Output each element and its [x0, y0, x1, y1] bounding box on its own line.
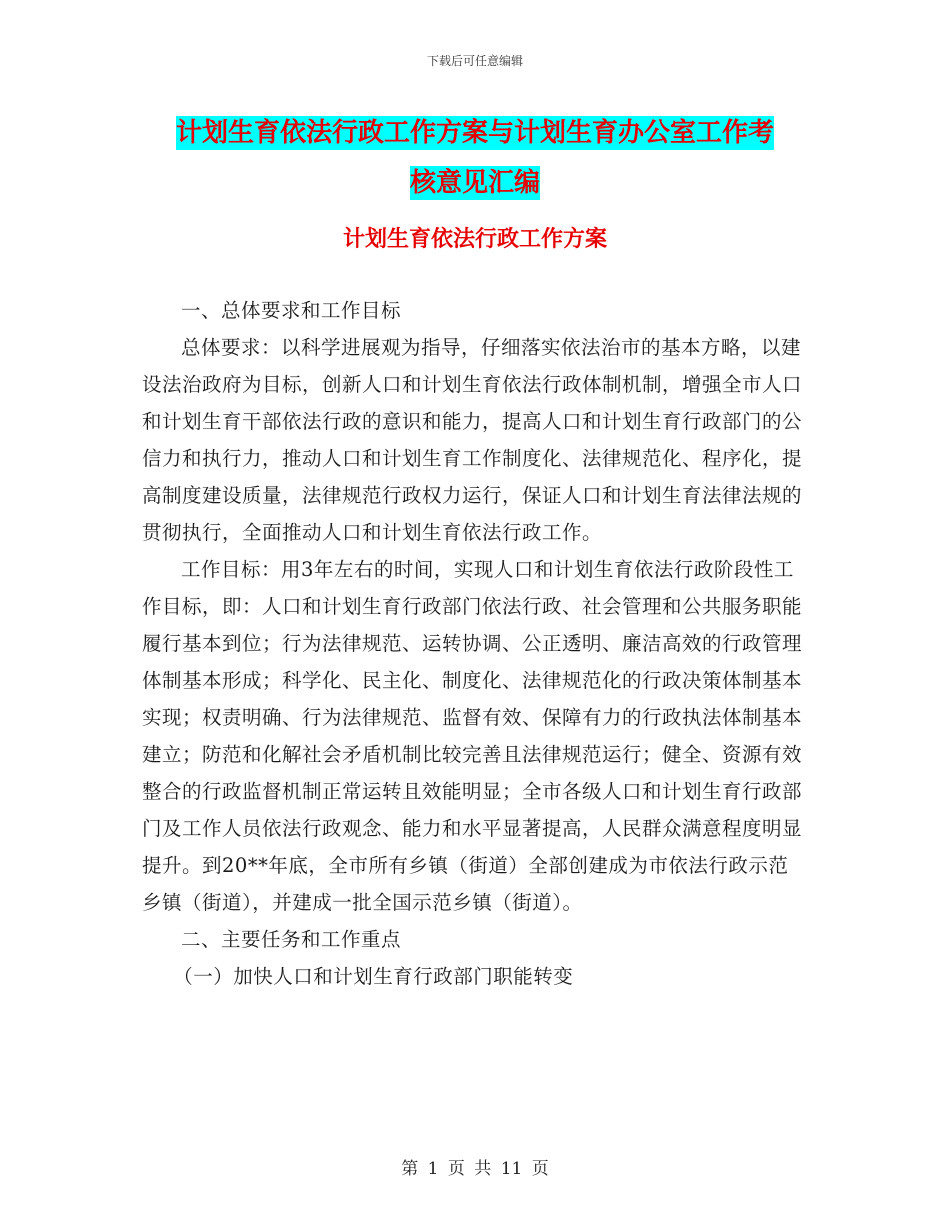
- header-note: 下载后可任意编辑: [426, 54, 523, 68]
- document-title-line-2: 核意见汇编: [409, 168, 540, 198]
- page-footer: 第 1 页 共 11 页: [401, 1159, 549, 1179]
- document-title: [140, 108, 810, 208]
- paragraph-work-goals: 工作目标：用3年左右的时间，实现人口和计划生育依法行政阶段性工作目标，即：人口和计划生育行政部门依法行政、社会管理和公共服务职能履行基本到位；行为法律规范、运转协调、公正透明、廉洁高效的行政管理体制基本形成；科学化、民主化、制度化、法律规范化的行政决策体制基本实现；权责明确、行为法律规范、监督有效、保障有力的行政执法体制基本建立；防范和化解社会矛盾机制比较完善且法律规范运行；健全、资源有效整合的行政监督机制正常运转且效能明显；全市各级人口和计划生育行政部门及工作人员依法行政观念、能力和水平显著提高，人民群众满意程度明显提升。到20**年底，全市所有乡镇（街道）全部创建成为市依法行政示范乡镇（街道），并建成一批全国示范乡镇（街道）。: [142, 558, 803, 914]
- document-title-line-1: 计划生育依法行政工作方案与计划生育办公室工作考: [175, 118, 774, 148]
- paragraph-general-requirements: 总体要求：以科学进展观为指导，仔细落实依法治市的基本方略，以建设法治政府为目标，创新人口和计划生育依法行政体制机制，增强全市人口和计划生育干部依法行政的意识和能力，提高人口和计划生育行政部门的公信力和执行力，推动人口和计划生育工作制度化、法律规范化、程序化，提高制度建设质量，法律规范行政权力运行，保证人口和计划生育法律法规的贯彻执行，全面推动人口和计划生育依法行政工作。: [142, 336, 803, 544]
- heading-main-tasks: 二、主要任务和工作重点: [181, 928, 402, 951]
- document-body: [142, 292, 808, 995]
- subheading-function-transformation: （一）加快人口和计划生育行政部门职能转变: [173, 965, 574, 988]
- heading-general-requirements: 一、总体要求和工作目标: [181, 299, 402, 322]
- section-title: 计划生育依法行政工作方案: [342, 227, 607, 252]
